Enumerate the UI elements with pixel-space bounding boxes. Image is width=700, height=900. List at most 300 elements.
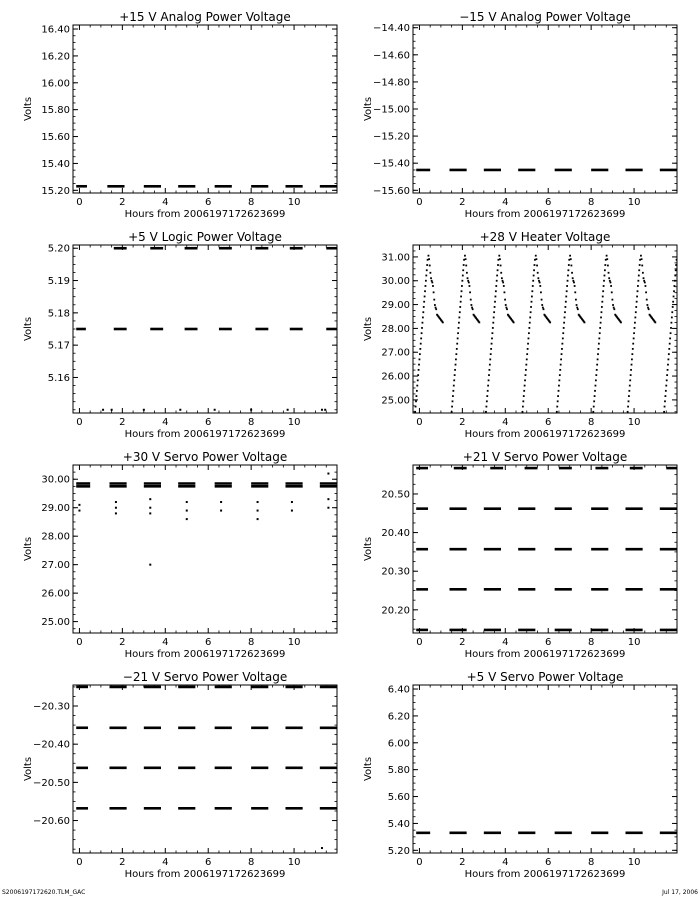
- data-point: [577, 308, 579, 310]
- data-point: [675, 264, 677, 266]
- data-point: [567, 269, 569, 271]
- data-point: [452, 390, 454, 392]
- data-point: [433, 299, 435, 301]
- data-point: [529, 322, 531, 324]
- data-point: [464, 255, 466, 257]
- data-point: [149, 512, 151, 514]
- data-point: [502, 280, 504, 282]
- data-point: [643, 277, 645, 279]
- y-tick-label: 5.20: [47, 243, 70, 255]
- chart-panel-3: [23, 230, 337, 440]
- data-point: [469, 285, 471, 287]
- x-tick-label: 6: [205, 417, 212, 428]
- data-point: [636, 296, 638, 298]
- data-point: [455, 353, 457, 355]
- data-point: [641, 265, 643, 267]
- data-point: [538, 280, 540, 282]
- x-tick-label: 8: [247, 857, 255, 868]
- footer-filename: S2006197172620.TLM_GAC: [2, 889, 86, 896]
- x-tick-label: 6: [545, 197, 552, 208]
- data-point: [573, 282, 575, 284]
- x-tick-label: 0: [76, 197, 83, 208]
- data-point: [564, 306, 566, 308]
- data-point: [613, 308, 615, 310]
- data-point: [421, 332, 423, 334]
- y-axis-label: Volts: [23, 96, 34, 122]
- data-point: [543, 308, 545, 310]
- y-tick-label: −14.80: [372, 77, 410, 89]
- y-tick-label: −15.40: [372, 158, 410, 170]
- data-point: [563, 327, 565, 329]
- data-point: [486, 406, 488, 408]
- data-point: [452, 395, 454, 397]
- data-point: [435, 307, 437, 309]
- data-point: [584, 321, 586, 323]
- data-point: [428, 258, 430, 260]
- data-point: [632, 348, 634, 350]
- data-point: [425, 285, 427, 287]
- data-point: [599, 332, 601, 334]
- data-point: [631, 353, 633, 355]
- data-point: [501, 277, 503, 279]
- data-point: [525, 369, 527, 371]
- data-point: [628, 390, 630, 392]
- data-point: [593, 406, 595, 408]
- y-tick-label: −15.60: [372, 185, 410, 197]
- x-tick-label: 2: [119, 637, 126, 648]
- data-point: [502, 282, 504, 284]
- data-point: [531, 290, 533, 292]
- data-point: [425, 280, 427, 282]
- data-point: [417, 379, 419, 381]
- x-tick-label: 10: [287, 197, 301, 208]
- y-tick-label: 27.00: [381, 347, 410, 359]
- data-point: [489, 364, 491, 366]
- data-point: [676, 259, 678, 261]
- x-axis-label: Hours from 2006197172623699: [124, 869, 286, 880]
- y-tick-label: 31.00: [381, 252, 410, 264]
- data-point: [220, 501, 222, 503]
- y-tick-label: 5.20: [387, 845, 410, 857]
- data-point: [327, 498, 329, 500]
- data-point: [561, 348, 563, 350]
- data-point: [539, 282, 541, 284]
- data-point: [645, 291, 647, 293]
- data-point: [575, 299, 577, 301]
- data-point: [495, 290, 497, 292]
- data-point: [557, 395, 559, 397]
- y-tick-label: 5.19: [47, 276, 70, 288]
- data-point: [529, 317, 531, 319]
- data-point: [416, 395, 418, 397]
- x-tick-label: 10: [287, 637, 301, 648]
- data-point: [423, 306, 425, 308]
- data-point: [471, 307, 473, 309]
- data-point: [522, 406, 524, 408]
- data-point: [490, 353, 492, 355]
- data-point: [558, 390, 560, 392]
- data-point: [636, 301, 638, 303]
- data-point: [485, 411, 487, 413]
- data-point: [499, 258, 501, 260]
- data-point: [420, 338, 422, 340]
- y-tick-label: 6.00: [387, 738, 410, 750]
- data-point: [418, 364, 420, 366]
- x-tick-label: 8: [247, 417, 255, 428]
- y-axis-label: Volts: [23, 316, 34, 342]
- data-point: [572, 280, 574, 282]
- y-tick-label: 26.00: [41, 588, 70, 600]
- data-point: [669, 338, 671, 340]
- data-point: [665, 385, 667, 387]
- data-point: [596, 369, 598, 371]
- data-point: [467, 280, 469, 282]
- data-point: [525, 374, 527, 376]
- data-point: [642, 272, 644, 274]
- data-point: [327, 473, 329, 475]
- y-tick-label: 27.00: [41, 560, 70, 572]
- data-point: [574, 291, 576, 293]
- data-point: [214, 409, 216, 411]
- y-tick-label: 16.20: [41, 51, 70, 63]
- x-tick-label: 8: [587, 857, 595, 868]
- data-point: [467, 277, 469, 279]
- data-point: [631, 364, 633, 366]
- data-point: [559, 374, 561, 376]
- data-point: [460, 301, 462, 303]
- data-point: [629, 385, 631, 387]
- data-point: [611, 299, 613, 301]
- data-point: [560, 358, 562, 360]
- y-tick-label: −20.60: [32, 816, 70, 828]
- y-tick-label: 16.00: [41, 78, 70, 90]
- data-point: [418, 369, 420, 371]
- data-point: [672, 306, 674, 308]
- data-point: [528, 338, 530, 340]
- y-tick-label: 30.00: [381, 276, 410, 288]
- x-tick-label: 6: [205, 637, 212, 648]
- data-point: [530, 306, 532, 308]
- data-point: [604, 275, 606, 277]
- data-point: [601, 301, 603, 303]
- data-point: [532, 285, 534, 287]
- data-point: [611, 291, 613, 293]
- data-point: [461, 280, 463, 282]
- y-tick-label: 6.20: [387, 711, 410, 723]
- data-point: [635, 311, 637, 313]
- data-point: [595, 385, 597, 387]
- data-point: [416, 385, 418, 387]
- data-point: [571, 272, 573, 274]
- data-point: [496, 280, 498, 282]
- data-point: [458, 322, 460, 324]
- data-point: [628, 400, 630, 402]
- data-point: [505, 304, 507, 306]
- data-point: [606, 255, 608, 257]
- y-tick-label: 16.40: [41, 24, 70, 36]
- data-point: [634, 322, 636, 324]
- data-point: [452, 400, 454, 402]
- data-point: [595, 374, 597, 376]
- data-point: [454, 369, 456, 371]
- data-point: [415, 400, 417, 402]
- x-tick-label: 2: [119, 197, 126, 208]
- data-point: [321, 409, 323, 411]
- chart-title: −15 V Analog Power Voltage: [459, 10, 631, 24]
- data-point: [598, 338, 600, 340]
- data-point: [115, 501, 117, 503]
- x-tick-label: 10: [287, 417, 301, 428]
- data-point: [561, 343, 563, 345]
- y-tick-label: 5.60: [387, 792, 410, 804]
- x-tick-label: 2: [459, 637, 466, 648]
- data-point: [421, 327, 423, 329]
- data-point: [513, 321, 515, 323]
- data-point: [504, 291, 506, 293]
- data-point: [257, 501, 259, 503]
- data-point: [601, 311, 603, 313]
- y-tick-label: 29.00: [41, 503, 70, 515]
- data-point: [459, 306, 461, 308]
- data-point: [566, 285, 568, 287]
- y-tick-label: 15.80: [41, 105, 70, 117]
- data-point: [607, 265, 609, 267]
- y-tick-label: 20.40: [381, 528, 410, 540]
- plot-frame: [73, 25, 337, 193]
- data-point: [673, 296, 675, 298]
- data-point: [531, 301, 533, 303]
- data-point: [431, 282, 433, 284]
- data-point: [613, 307, 615, 309]
- data-point: [465, 265, 467, 267]
- y-tick-label: −15.00: [372, 104, 410, 116]
- data-point: [563, 322, 565, 324]
- x-tick-label: 6: [545, 637, 552, 648]
- data-point: [257, 518, 259, 520]
- data-point: [457, 338, 459, 340]
- data-point: [425, 275, 427, 277]
- data-point: [638, 275, 640, 277]
- data-point: [429, 272, 431, 274]
- data-point: [78, 504, 80, 506]
- data-point: [606, 258, 608, 260]
- data-point: [568, 264, 570, 266]
- x-tick-label: 8: [247, 637, 255, 648]
- data-point: [670, 327, 672, 329]
- data-point: [630, 374, 632, 376]
- data-point: [602, 296, 604, 298]
- y-tick-label: −20.30: [32, 701, 70, 713]
- x-axis-label: Hours from 2006197172623699: [464, 209, 626, 220]
- data-point: [428, 255, 430, 257]
- data-point: [668, 348, 670, 350]
- data-point: [610, 285, 612, 287]
- data-point: [535, 255, 537, 257]
- data-point: [576, 304, 578, 306]
- data-point: [633, 332, 635, 334]
- data-point: [487, 385, 489, 387]
- y-tick-label: 30.00: [41, 474, 70, 486]
- y-tick-label: −14.60: [372, 50, 410, 62]
- data-point: [572, 277, 574, 279]
- data-point: [420, 343, 422, 345]
- data-point: [186, 518, 188, 520]
- y-tick-label: −15.20: [372, 131, 410, 143]
- data-point: [537, 272, 539, 274]
- x-axis-label: Hours from 2006197172623699: [464, 429, 626, 440]
- data-point: [472, 308, 474, 310]
- chart-title: +21 V Servo Power Voltage: [462, 450, 628, 464]
- data-point: [644, 282, 646, 284]
- data-point: [564, 311, 566, 313]
- x-tick-label: 10: [627, 197, 641, 208]
- data-point: [459, 311, 461, 313]
- data-point: [422, 322, 424, 324]
- chart-panel-7: [23, 670, 337, 880]
- data-point: [648, 308, 650, 310]
- data-point: [149, 498, 151, 500]
- x-tick-label: 0: [416, 637, 423, 648]
- x-tick-label: 10: [627, 417, 641, 428]
- data-point: [599, 327, 601, 329]
- data-point: [424, 290, 426, 292]
- data-point: [179, 409, 181, 411]
- x-tick-label: 2: [459, 857, 466, 868]
- data-point: [639, 264, 641, 266]
- data-point: [631, 358, 633, 360]
- data-point: [495, 296, 497, 298]
- data-point: [524, 385, 526, 387]
- data-point: [490, 348, 492, 350]
- data-point: [415, 406, 417, 408]
- chart-title: +15 V Analog Power Voltage: [119, 10, 291, 24]
- y-tick-label: 25.00: [381, 395, 410, 407]
- chart-title: +5 V Servo Power Voltage: [466, 670, 624, 684]
- data-point: [565, 301, 567, 303]
- x-tick-label: 8: [587, 637, 595, 648]
- chart-title: +30 V Servo Power Voltage: [122, 450, 288, 464]
- data-point: [595, 379, 597, 381]
- data-point: [424, 296, 426, 298]
- y-tick-label: 25.00: [41, 617, 70, 629]
- data-point: [598, 348, 600, 350]
- data-point: [433, 291, 435, 293]
- data-point: [531, 296, 533, 298]
- data-point: [556, 411, 558, 413]
- data-point: [566, 290, 568, 292]
- data-point: [635, 306, 637, 308]
- data-point: [419, 358, 421, 360]
- data-point: [640, 255, 642, 257]
- data-point: [500, 272, 502, 274]
- data-point: [570, 258, 572, 260]
- y-tick-label: 6.40: [387, 684, 410, 696]
- y-tick-label: 15.60: [41, 132, 70, 144]
- data-point: [523, 390, 525, 392]
- data-point: [426, 269, 428, 271]
- data-point: [601, 306, 603, 308]
- data-point: [609, 280, 611, 282]
- x-tick-label: 2: [119, 857, 126, 868]
- x-axis-label: Hours from 2006197172623699: [124, 209, 286, 220]
- data-point: [664, 400, 666, 402]
- data-point: [453, 379, 455, 381]
- data-point: [186, 510, 188, 512]
- data-point: [115, 512, 117, 514]
- chart-panel-6: [363, 450, 677, 660]
- data-point: [522, 411, 524, 413]
- chart-panel-2: [363, 10, 677, 220]
- data-point: [646, 299, 648, 301]
- data-point: [530, 311, 532, 313]
- data-point: [561, 353, 563, 355]
- data-point: [592, 411, 594, 413]
- data-point: [429, 265, 431, 267]
- data-point: [647, 307, 649, 309]
- chart-panel-5: [23, 450, 337, 660]
- data-point: [486, 400, 488, 402]
- plot-frame: [73, 465, 337, 633]
- x-tick-label: 6: [205, 857, 212, 868]
- data-point: [564, 317, 566, 319]
- x-axis-label: Hours from 2006197172623699: [124, 649, 286, 660]
- data-point: [506, 308, 508, 310]
- data-point: [646, 304, 648, 306]
- data-point: [567, 275, 569, 277]
- data-point: [600, 317, 602, 319]
- data-point: [663, 411, 665, 413]
- data-point: [549, 321, 551, 323]
- x-tick-label: 0: [416, 857, 423, 868]
- data-point: [539, 285, 541, 287]
- data-point: [491, 338, 493, 340]
- data-point: [628, 395, 630, 397]
- x-tick-label: 4: [162, 417, 169, 428]
- data-point: [291, 501, 293, 503]
- data-point: [492, 322, 494, 324]
- data-point: [504, 299, 506, 301]
- data-point: [466, 272, 468, 274]
- data-point: [594, 395, 596, 397]
- data-point: [675, 269, 677, 271]
- data-point: [560, 364, 562, 366]
- data-point: [668, 353, 670, 355]
- data-point: [454, 374, 456, 376]
- data-point: [526, 358, 528, 360]
- data-point: [634, 327, 636, 329]
- data-point: [497, 269, 499, 271]
- x-tick-label: 6: [545, 857, 552, 868]
- data-point: [627, 411, 629, 413]
- data-point: [674, 280, 676, 282]
- data-point: [422, 317, 424, 319]
- data-point: [525, 364, 527, 366]
- data-point: [556, 406, 558, 408]
- data-point: [671, 311, 673, 313]
- data-point: [608, 277, 610, 279]
- data-point: [220, 510, 222, 512]
- data-point: [559, 369, 561, 371]
- data-point: [115, 507, 117, 509]
- data-point: [665, 390, 667, 392]
- data-point: [620, 321, 622, 323]
- y-tick-label: 20.30: [381, 566, 410, 578]
- chart-panel-1: [23, 10, 337, 220]
- chart-title: −21 V Servo Power Voltage: [122, 670, 288, 684]
- y-axis-label: Volts: [363, 316, 374, 342]
- x-tick-label: 0: [416, 417, 423, 428]
- data-point: [462, 269, 464, 271]
